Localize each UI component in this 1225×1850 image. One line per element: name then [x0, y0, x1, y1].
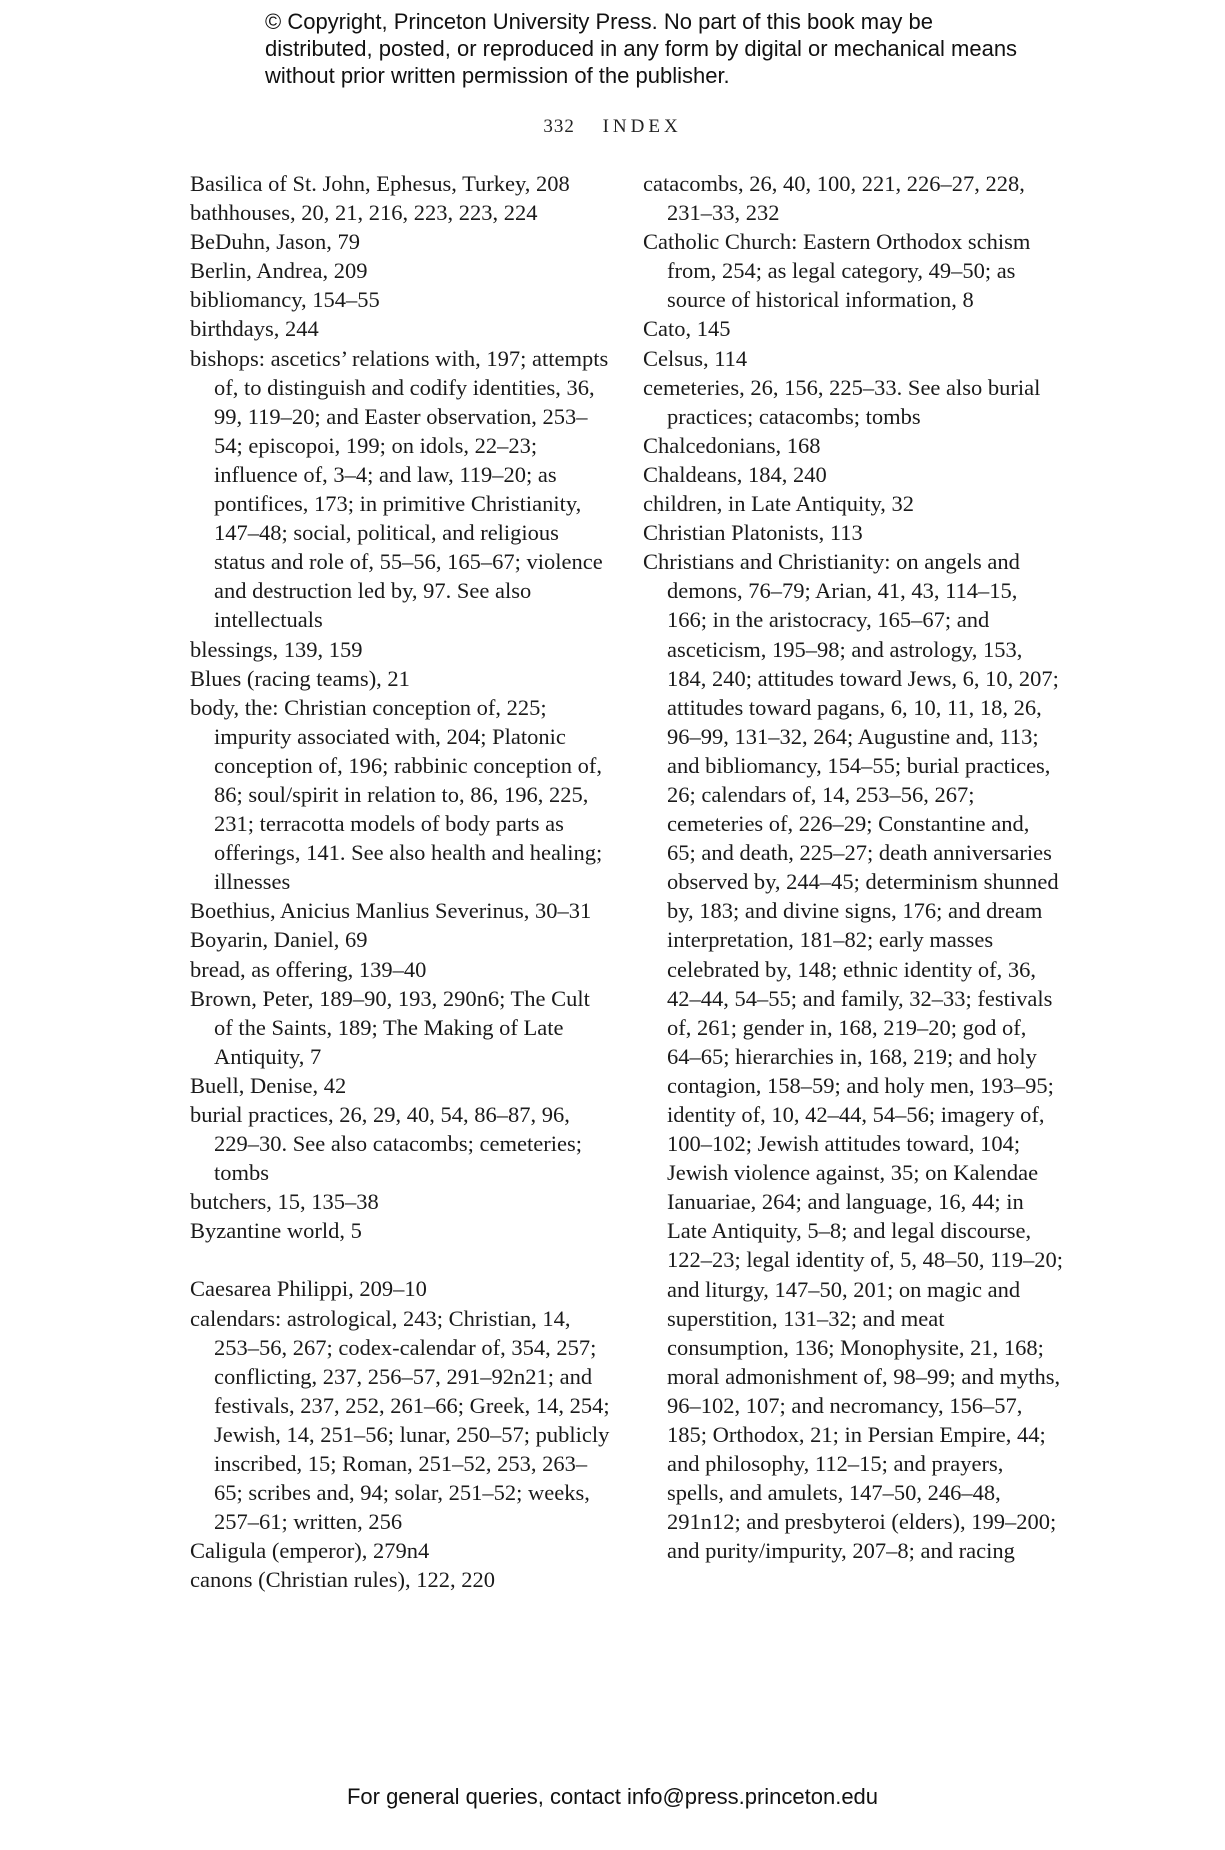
- index-entry: burial practices, 26, 29, 40, 54, 86–87, 96, 229–30. See also catacombs; cemeteries; tombs: [190, 1102, 582, 1186]
- index-entry: Boyarin, Daniel, 69: [190, 927, 368, 953]
- index-entry: Blues (racing teams), 21: [190, 665, 410, 691]
- index-column-left: [190, 169, 610, 1595]
- index-entry: bibliomancy, 154–55: [190, 287, 380, 313]
- index-entry: bishops: ascetics’ relations with, 197; attempts of, to distinguish and codify identities, 36, 99, 119–20; and Easter observation, 253–54; episcopoi, 199; on idols, 22–23; influence of, 3–4; and law, 119–20; as pontifices, 173; in primitive Christianity, 147–48; social, political, and religious status and role of, 55–56, 165–67; violence and destruction led by, 97. See also intellectuals: [190, 345, 609, 633]
- index-entry: Catholic Church: Eastern Orthodox schism from, 254; as legal category, 49–50; as source of historical information, 8: [643, 229, 1031, 313]
- running-head: [0, 116, 1225, 138]
- index-entry: body, the: Christian conception of, 225; impurity associated with, 204; Platonic conception of, 196; rabbinic conception of, 86; soul/spirit in relation to, 86, 196, 225, 231; terracotta models of body parts as offerings, 141. See also health and healing; illnesses: [190, 694, 603, 895]
- index-column-right: [643, 169, 1063, 1566]
- index-entry: Cato, 145: [643, 316, 731, 342]
- page-number: 332: [543, 116, 575, 137]
- index-entry: Byzantine world, 5: [190, 1218, 362, 1244]
- index-entry: Caligula (emperor), 279n4: [190, 1538, 430, 1564]
- index-entry: butchers, 15, 135–38: [190, 1189, 379, 1215]
- index-entry: Brown, Peter, 189–90, 193, 290n6; The Cult of the Saints, 189; The Making of Late Antiquity, 7: [190, 985, 590, 1069]
- index-entry: children, in Late Antiquity, 32: [643, 491, 914, 517]
- running-title: INDEX: [602, 116, 682, 137]
- index-entry: bread, as offering, 139–40: [190, 956, 427, 982]
- index-entry: catacombs, 26, 40, 100, 221, 226–27, 228, 231–33, 232: [643, 171, 1025, 226]
- index-entry: canons (Christian rules), 122, 220: [190, 1567, 495, 1593]
- index-entry: bathhouses, 20, 21, 216, 223, 223, 224: [190, 200, 538, 226]
- index-entry: calendars: astrological, 243; Christian, 14, 253–56, 267; codex-calendar of, 354, 257; conflicting, 237, 256–57, 291–92n21; and festivals, 237, 252, 261–66; Greek, 14, 254; Jewish, 14, 251–56; lunar, 250–57; publicly inscribed, 15; Roman, 251–52, 253, 263–65; scribes and, 94; solar, 251–52; weeks, 257–61; written, 256: [190, 1305, 610, 1535]
- index-entry: Christian Platonists, 113: [643, 520, 863, 546]
- index-entry: blessings, 139, 159: [190, 636, 363, 662]
- index-entry: cemeteries, 26, 156, 225–33. See also burial practices; catacombs; tombs: [643, 374, 1041, 429]
- index-entry: BeDuhn, Jason, 79: [190, 229, 360, 255]
- letter-section-gap: [190, 1245, 610, 1274]
- index-entry: Celsus, 114: [643, 345, 748, 371]
- index-entry: Chaldeans, 184, 240: [643, 461, 827, 487]
- index-entry: Berlin, Andrea, 209: [190, 258, 368, 284]
- index-entry: Basilica of St. John, Ephesus, Turkey, 208: [190, 171, 570, 196]
- index-entry: Chalcedonians, 168: [643, 432, 821, 458]
- index-entry: Caesarea Philippi, 209–10: [190, 1276, 427, 1302]
- copyright-notice: © Copyright, Princeton University Press. No part of this book may be distributed, posted, or reproduced in any form by digital or mechanical means without prior written permission of the publisher.: [265, 9, 1018, 88]
- index-entry: Christians and Christianity: on angels and demons, 76–79; Arian, 41, 43, 114–15, 166; in the aristocracy, 165–67; and asceticism, 195–98; and astrology, 153, 184, 240; attitudes toward Jews, 6, 10, 207; attitudes toward pagans, 6, 10, 11, 18, 26, 96–99, 131–32, 264; Augustine and, 113; and bibliomancy, 154–55; burial practices, 26; calendars of, 14, 253–56, 267; cemeteries of, 226–29; Constantine and, 65; and death, 225–27; death anniversaries observed by, 244–45; determinism shunned by, 183; and divine signs, 176; and dream interpretation, 181–82; early masses celebrated by, 148; ethnic identity of, 36, 42–44, 54–55; and family, 32–33; festivals of, 261; gender in, 168, 219–20; god of, 64–65; hierarchies in, 168, 219; and holy contagion, 158–59; and holy men, 193–95; identity of, 10, 42–44, 54–56; imagery of, 100–102; Jewish attitudes toward, 104; Jewish violence against, 35; on Kalendae Ianuariae, 264; and language, 16, 44; in Late Antiquity, 5–8; and legal discourse, 122–23; legal identity of, 5, 48–50, 119–20; and liturgy, 147–50, 201; on magic and superstition, 131–32; and meat consumption, 136; Monophysite, 21, 168; moral admonishment of, 98–99; and myths, 96–102, 107; and necromancy, 156–57, 185; Orthodox, 21; in Persian Empire, 44; and philosophy, 112–15; and prayers, spells, and amulets, 147–50, 246–48, 291n12; and presbyteroi (elders), 199–200; and purity/impurity, 207–8; and racing: [643, 549, 1064, 1564]
- index-entry: birthdays, 244: [190, 316, 319, 342]
- contact-footer: For general queries, contact info@press.princeton.edu: [346, 1784, 879, 1809]
- index-entry: Boethius, Anicius Manlius Severinus, 30–31: [190, 898, 592, 924]
- index-entry: Buell, Denise, 42: [190, 1072, 347, 1098]
